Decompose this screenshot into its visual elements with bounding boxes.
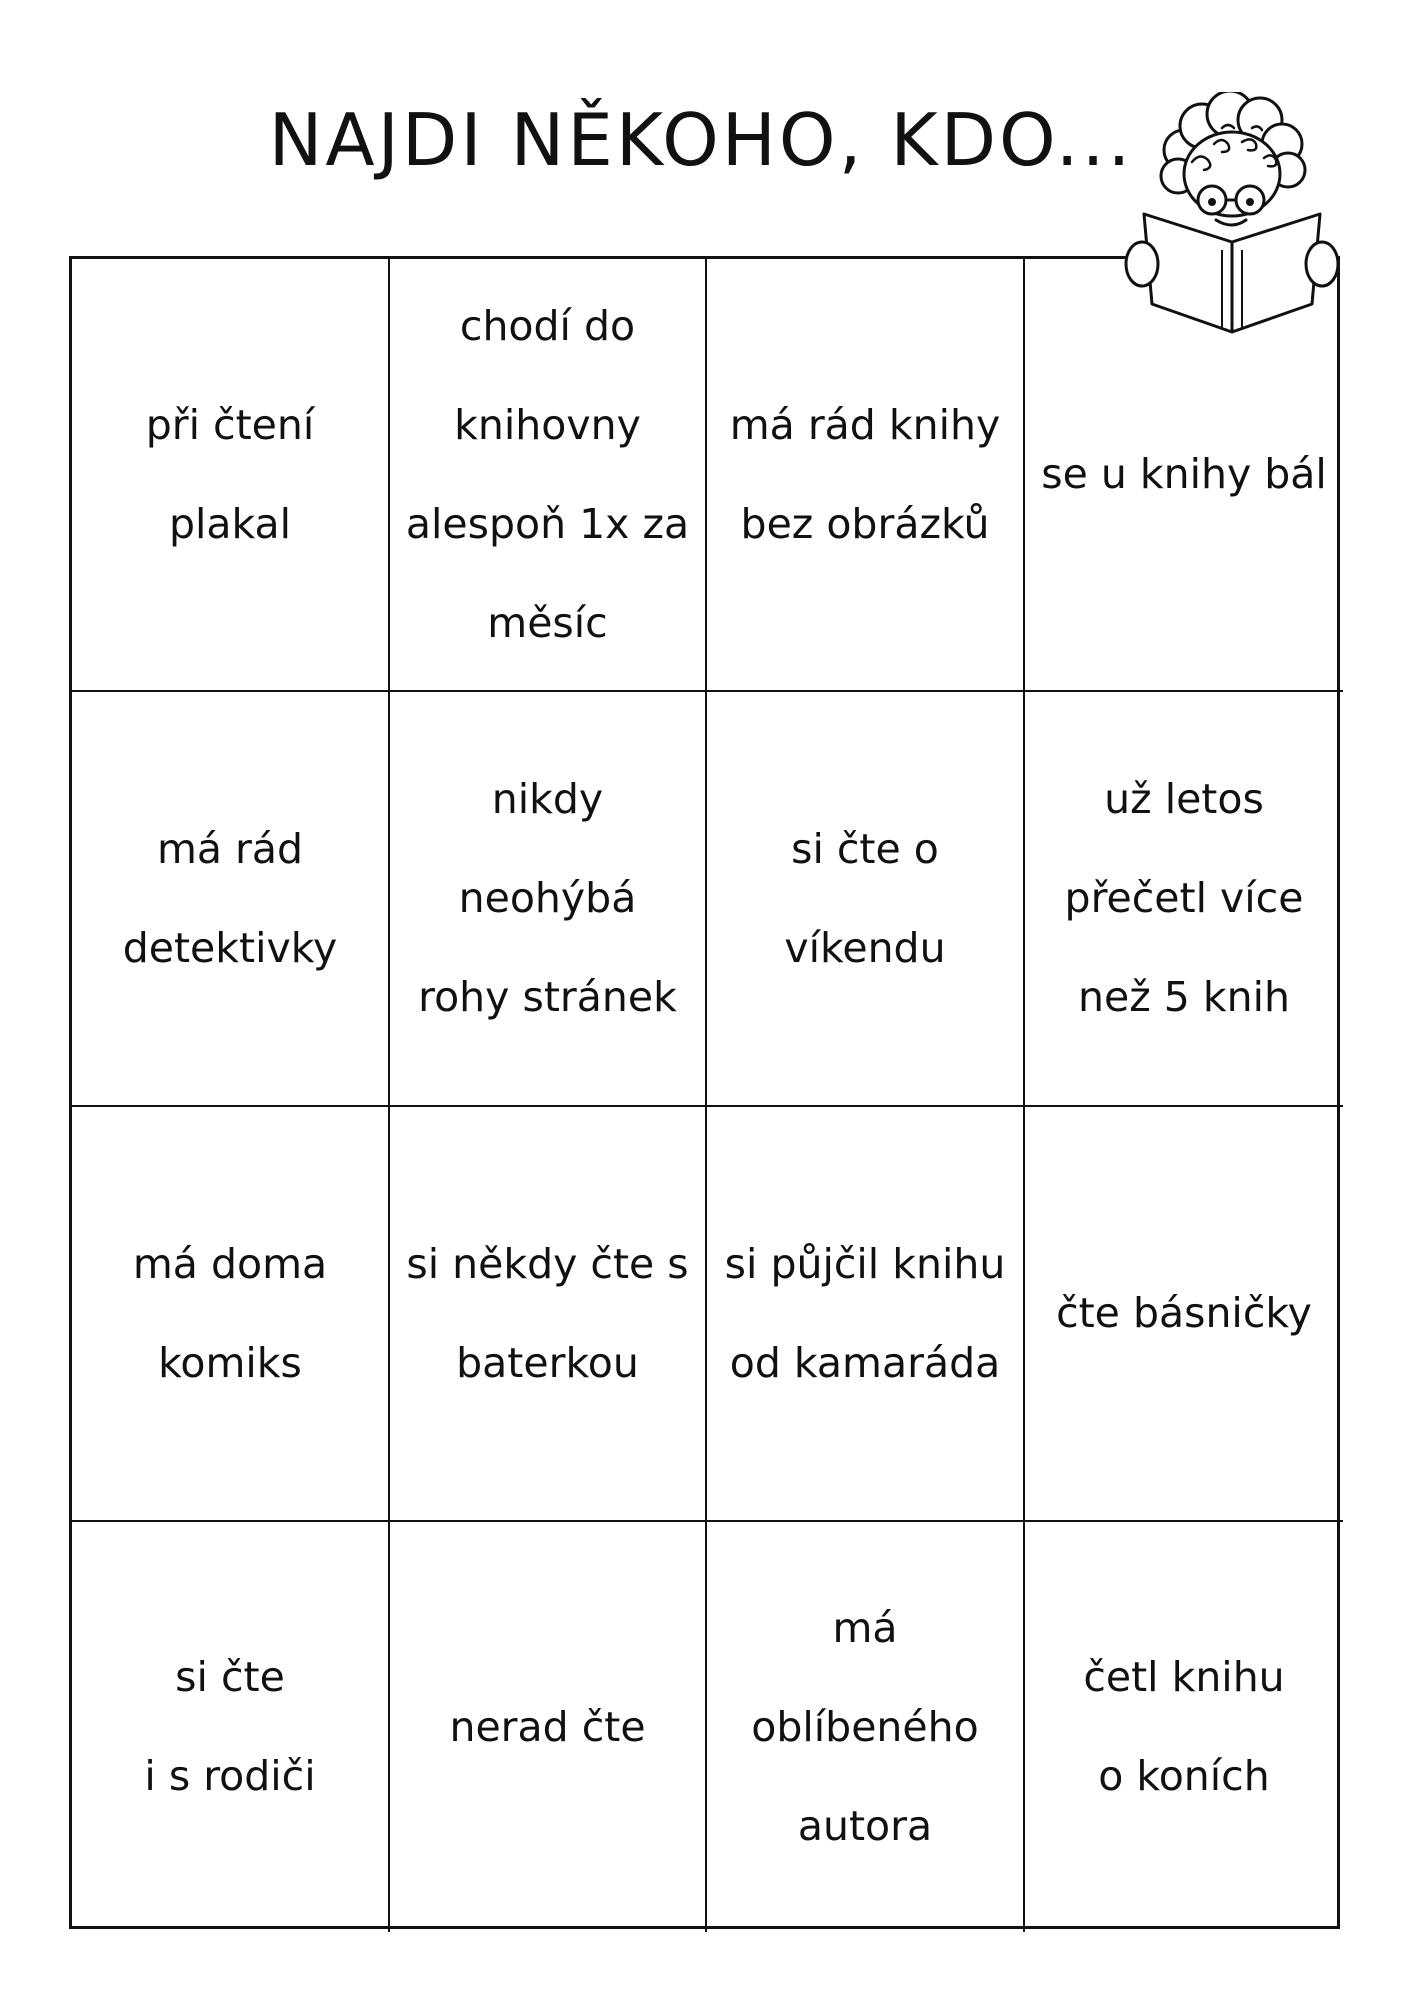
cell-text: chodí do knihovny alespoň 1x za měsíc	[405, 301, 690, 647]
bingo-cell	[1025, 692, 1343, 1107]
cell-text: se u knihy bál	[1041, 450, 1327, 498]
cell-text: při čtení plakal	[145, 400, 315, 548]
bingo-cell	[390, 1522, 707, 1932]
bingo-cell	[390, 259, 707, 692]
bingo-grid	[69, 256, 1340, 1929]
bingo-cell	[390, 692, 707, 1107]
bingo-cell	[707, 692, 1025, 1107]
bingo-cell	[1025, 1522, 1343, 1932]
bingo-cell	[390, 1107, 707, 1522]
cell-text: si čte o víkendu	[784, 824, 946, 972]
bingo-cell	[72, 692, 390, 1107]
reader-with-book-icon	[1122, 92, 1342, 342]
bingo-cell	[72, 259, 390, 692]
cell-text: si čte i s rodiči	[144, 1653, 316, 1800]
bingo-cell	[707, 259, 1025, 692]
cell-text: má oblíbeného autora	[751, 1603, 979, 1850]
cell-text: už letos přečetl více než 5 knih	[1064, 775, 1304, 1021]
cell-text: má doma komiks	[132, 1239, 328, 1387]
page-title: NAJDI NĚKOHO, KDO...	[268, 98, 1134, 182]
cell-text: si někdy čte s baterkou	[406, 1239, 689, 1387]
cell-text: má rád detektivky	[122, 824, 338, 972]
bingo-cell	[72, 1107, 390, 1522]
bingo-cell	[1025, 1107, 1343, 1522]
bingo-cell	[72, 1522, 390, 1932]
cell-text: čte básničky	[1056, 1289, 1312, 1337]
bingo-cell	[707, 1107, 1025, 1522]
cell-text: má rád knihy bez obrázků	[729, 400, 1001, 548]
cell-text: si půjčil knihu od kamaráda	[724, 1239, 1006, 1387]
cell-text: nikdy neohýbá rohy stránek	[418, 775, 677, 1021]
cell-text: nerad čte	[449, 1702, 646, 1751]
bingo-cell	[707, 1522, 1025, 1932]
cell-text: četl knihu o koních	[1083, 1653, 1285, 1800]
